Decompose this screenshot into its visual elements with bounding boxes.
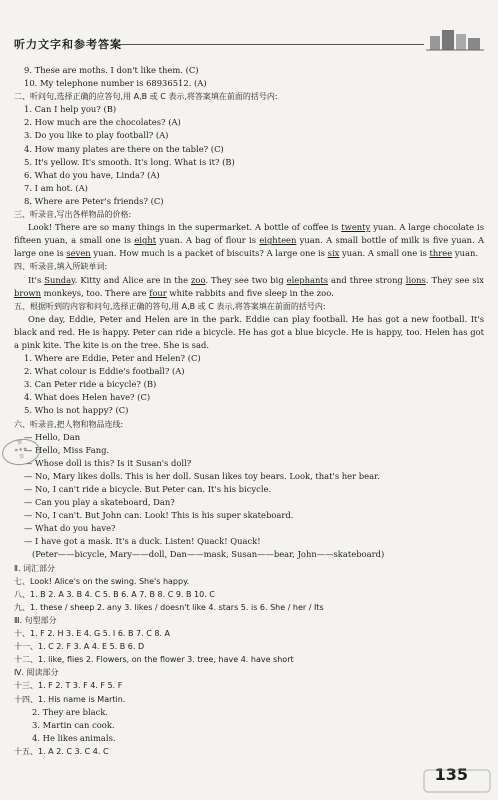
text-line: (Peter——bicycle, Mary——doll, Dan——mask, Susan——bear, John——skateboard) (32, 549, 385, 560)
text-line: Ⅱ. 词汇部分 (14, 563, 56, 573)
text-line: 2. What colour is Eddie's football? (A) (24, 366, 185, 377)
page-number: 135 (434, 765, 468, 784)
answer-content (14, 64, 484, 758)
text-line: — Hello, Dan (24, 431, 81, 442)
text-line: 10. My telephone number is 68936512. (A) (24, 78, 207, 89)
text-line: 5. It's yellow. It's smooth. It's long. What is it? (B) (24, 156, 235, 167)
header-title: 听力文字和参考答案 (14, 38, 122, 51)
text-line: 十一、1. C 2. F 3. A 4. E 5. B 6. D (14, 642, 145, 652)
text-line: One day, Eddie, Peter and Helen are in the park. Eddie can play football. He has got a new football. It's black and red. He is happy. Peter can ride a bicycle. He has got a blue bicycle. He is happy, too. Helen has got a pink kite. The kite is on the tree. She is sad. (14, 313, 484, 350)
text-line: 4. What does Helen have? (C) (24, 392, 151, 403)
text-line: 十四、1. His name is Martin. (14, 694, 126, 704)
stamp-mark: 赞 ★★★ 签 (0, 436, 41, 467)
text-line: 十二、1. like, flies 2. Flowers, on the flower 3. tree, have 4. have short (14, 655, 294, 665)
text-line: — What do you have? (24, 523, 116, 534)
text-line: 1. Can I help you? (B) (24, 104, 117, 115)
header-rule (112, 44, 424, 45)
text-line: 六、听录音,把人物和物品连线: (14, 419, 124, 429)
text-line: — Whose doll is this? Is it Susan's doll? (24, 457, 192, 468)
text-line: 十五、1. A 2. C 3. C 4. C (14, 746, 109, 756)
text-line: 1. Where are Eddie, Peter and Helen? (C) (24, 353, 201, 364)
page-header (14, 30, 484, 56)
text-line: 五、根据听到的内容和问句,选择正确的答句,用 A,B 或 C 表示,将答案填在前面的括号内: (14, 301, 326, 311)
text-line: Ⅲ. 句型部分 (14, 615, 57, 625)
watermark-logo (422, 766, 492, 796)
text-line: 9. These are moths. I don't like them. (C) (24, 65, 199, 75)
text-line: Look! There are so many things in the supermarket. A bottle of coffee is twenty yuan. A large chocolate is fifteen yuan, a small one is eight yuan. A bag of flour is eighteen yuan. A small bottle of milk is five yuan. A large one is seven yuan. How much is a packet of biscuits? A large one is six yuan. A small one is three yuan. (14, 222, 484, 259)
text-line: 八、1. B 2. A 3. B 4. C 5. B 6. A 7. B 8. C 9. B 10. C (14, 589, 215, 599)
text-line: 3. Do you like to play football? (A) (24, 130, 169, 141)
text-line: 4. How many plates are there on the table? (C) (24, 143, 224, 154)
text-line: 十、1. F 2. H 3. E 4. G 5. I 6. B 7. C 8. A (14, 629, 170, 639)
text-line: It's Sunday. Kitty and Alice are in the zoo. They see two big elephants and three strong lions. They see six brown monkeys, too. There are four white rabbits and five sleep in the zoo. (14, 274, 484, 298)
text-line: — Hello, Miss Fang. (24, 444, 110, 455)
text-line: Ⅳ. 阅读部分 (14, 668, 59, 678)
text-line: 6. What do you have, Linda? (A) (24, 169, 160, 180)
text-line: 四、听录音,填入所缺单词: (14, 262, 108, 272)
text-line: 5. Who is not happy? (C) (24, 405, 129, 416)
text-line: 七、Look! Alice's on the swing. She's happy. (14, 576, 190, 586)
text-line: 十三、1. F 2. T 3. F 4. F 5. F (14, 681, 123, 691)
text-line: 三、听录音,写出各样物品的价格: (14, 210, 132, 220)
text-line: 2. How much are the chocolates? (A) (24, 117, 181, 128)
text-line: 7. I am hot. (A) (24, 182, 88, 193)
text-line: 8. Where are Peter's friends? (C) (24, 195, 164, 206)
text-line: 3. Martin can cook. (32, 719, 115, 730)
building-icon (426, 26, 484, 54)
text-line: 3. Can Peter ride a bicycle? (B) (24, 379, 157, 390)
text-line: — No, I can't. But John can. Look! This is his super skateboard. (24, 510, 294, 521)
text-line: 2. They are black. (32, 706, 109, 717)
text-line: — I have got a mask. It's a duck. Listen! Quack! Quack! (24, 536, 261, 547)
text-line: — No, I can't ride a bicycle. But Peter can. It's his bicycle. (24, 484, 272, 494)
text-line: — Can you play a skateboard, Dan? (24, 497, 175, 508)
text-line: 二、听问句,选择正确的应答句,用 A,B 或 C 表示,将答案填在前面的括号内: (14, 92, 278, 102)
text-line: 4. He likes animals. (32, 732, 116, 743)
text-line: — No, Mary likes dolls. This is her doll. Susan likes toy bears. Look, that's her bear. (24, 470, 380, 481)
text-line: 九、1. these / sheep 2. any 3. likes / doesn't like 4. stars 5. is 6. She / her / Its (14, 602, 324, 612)
